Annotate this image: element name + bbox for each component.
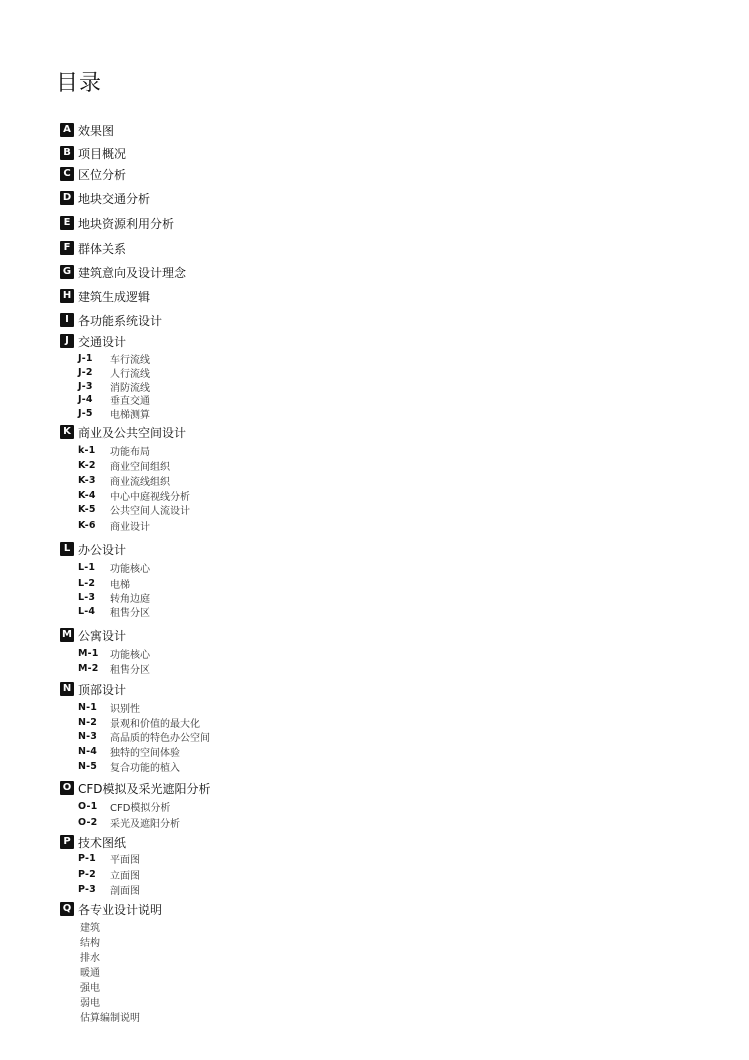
subitem-label: 垂直交通 — [110, 395, 150, 407]
subitem-code: K-5 — [78, 503, 96, 515]
subitem-label: 商业流线组织 — [110, 476, 170, 488]
subitem-label: 功能核心 — [110, 649, 150, 661]
toc-section-q[interactable] — [60, 902, 162, 916]
toc-subitem[interactable] — [78, 883, 140, 895]
toc-plain-item[interactable]: 结构 — [80, 938, 100, 949]
toc-plain-item[interactable]: 强电 — [80, 983, 100, 994]
subitem-label: 剖面图 — [110, 885, 140, 897]
toc-subitem[interactable] — [78, 474, 170, 486]
toc-subitem[interactable] — [78, 366, 150, 378]
section-title: 群体关系 — [78, 241, 127, 256]
subitem-label: 功能核心 — [110, 563, 150, 575]
section-letter-badge: C — [60, 167, 74, 181]
subitem-code: P-2 — [78, 868, 96, 880]
subitem-code: J-4 — [78, 393, 93, 405]
subitem-label: 高品质的特色办公空间 — [110, 732, 210, 744]
section-letter-badge: N — [60, 682, 74, 696]
subitem-label: 采光及遮阳分析 — [110, 818, 180, 830]
toc-section-p[interactable] — [60, 835, 126, 849]
subitem-label: 功能布局 — [110, 446, 150, 458]
section-title: 各专业设计说明 — [78, 902, 163, 917]
toc-subitem[interactable] — [78, 561, 150, 573]
section-title: 地块交通分析 — [78, 191, 151, 206]
subitem-code: L-4 — [78, 605, 96, 617]
toc-subitem[interactable] — [78, 647, 150, 659]
toc-section-d[interactable] — [60, 191, 150, 205]
subitem-label: 景观和价值的最大化 — [110, 718, 200, 730]
toc-subitem[interactable] — [78, 868, 140, 880]
subitem-code: O-2 — [78, 816, 98, 828]
toc-subitem[interactable] — [78, 407, 150, 419]
toc-subitem[interactable] — [78, 745, 180, 757]
subitem-label: 转角边庭 — [110, 593, 150, 605]
section-letter-badge: M — [60, 628, 74, 642]
toc-plain-item[interactable]: 估算编制说明 — [80, 1013, 140, 1024]
toc-subitem[interactable] — [78, 760, 180, 772]
section-title: 办公设计 — [78, 542, 127, 557]
subitem-code: O-1 — [78, 800, 98, 812]
toc-plain-item[interactable]: 暖通 — [80, 968, 100, 979]
toc-subitem[interactable] — [78, 577, 130, 589]
toc-section-n[interactable] — [60, 682, 126, 696]
subitem-code: J-5 — [78, 407, 93, 419]
toc-subitem[interactable] — [78, 800, 170, 812]
section-letter-badge: O — [60, 781, 74, 795]
toc-section-a[interactable] — [60, 123, 114, 137]
toc-plain-item[interactable]: 弱电 — [80, 998, 100, 1009]
section-letter-badge: K — [60, 425, 74, 439]
toc-subitem[interactable] — [78, 444, 150, 456]
subitem-label: CFD模拟分析 — [110, 802, 171, 814]
section-letter-badge: L — [60, 542, 74, 556]
subitem-label: 电梯 — [110, 579, 130, 591]
section-title: 建筑生成逻辑 — [78, 289, 151, 304]
subitem-code: L-2 — [78, 577, 96, 589]
subitem-code: k-1 — [78, 444, 96, 456]
subitem-label: 租售分区 — [110, 607, 150, 619]
toc-plain-item[interactable]: 建筑 — [80, 923, 100, 934]
toc-section-m[interactable] — [60, 628, 126, 642]
section-letter-badge: B — [60, 146, 74, 160]
subitem-label: 立面图 — [110, 870, 140, 882]
toc-section-k[interactable] — [60, 425, 186, 439]
toc-section-j[interactable] — [60, 334, 126, 348]
subitem-label: 平面图 — [110, 854, 140, 866]
section-title: 区位分析 — [78, 167, 127, 182]
subitem-label: 复合功能的植入 — [110, 762, 180, 774]
toc-subitem[interactable] — [78, 519, 150, 531]
toc-section-f[interactable] — [60, 241, 126, 255]
toc-section-i[interactable] — [60, 313, 162, 327]
section-letter-badge: G — [60, 265, 74, 279]
subitem-code: K-6 — [78, 519, 96, 531]
subitem-label: 人行流线 — [110, 368, 150, 380]
subitem-label: 独特的空间体验 — [110, 747, 180, 759]
subitem-code: M-2 — [78, 662, 99, 674]
subitem-code: K-2 — [78, 459, 96, 471]
toc-section-b[interactable] — [60, 146, 126, 160]
toc-section-c[interactable] — [60, 167, 126, 181]
subitem-code: J-3 — [78, 380, 93, 392]
subitem-code: N-3 — [78, 730, 98, 742]
subitem-code: K-3 — [78, 474, 96, 486]
subitem-label: 电梯测算 — [110, 409, 150, 421]
subitem-code: N-4 — [78, 745, 98, 757]
section-title: CFD模拟及采光遮阳分析 — [78, 781, 211, 796]
toc-section-g[interactable] — [60, 265, 186, 279]
section-letter-badge: Q — [60, 902, 74, 916]
toc-section-l[interactable] — [60, 542, 126, 556]
toc-subitem[interactable] — [78, 605, 150, 617]
toc-subitem[interactable] — [78, 380, 150, 392]
section-title: 商业及公共空间设计 — [78, 425, 187, 440]
section-title: 各功能系统设计 — [78, 313, 163, 328]
section-letter-badge: D — [60, 191, 74, 205]
subitem-code: N-2 — [78, 716, 98, 728]
toc-subitem[interactable] — [78, 489, 190, 501]
subitem-label: 公共空间人流设计 — [110, 505, 190, 517]
subitem-label: 中心中庭视线分析 — [110, 491, 190, 503]
toc-subitem[interactable] — [78, 459, 170, 471]
subitem-label: 车行流线 — [110, 354, 150, 366]
toc-subitem[interactable] — [78, 662, 150, 674]
toc-subitem[interactable] — [78, 352, 150, 364]
toc-subitem[interactable] — [78, 701, 140, 713]
section-title: 公寓设计 — [78, 628, 127, 643]
section-title: 顶部设计 — [78, 682, 127, 697]
section-title: 效果图 — [78, 123, 115, 138]
subitem-label: 租售分区 — [110, 664, 150, 676]
subitem-label: 识别性 — [110, 703, 140, 715]
toc-subitem[interactable] — [78, 716, 200, 728]
toc-subitem[interactable] — [78, 730, 210, 742]
toc-subitem[interactable] — [78, 591, 150, 603]
subitem-code: N-5 — [78, 760, 98, 772]
section-letter-badge: I — [60, 313, 74, 327]
subitem-code: K-4 — [78, 489, 96, 501]
section-title: 地块资源利用分析 — [78, 216, 175, 231]
subitem-code: L-3 — [78, 591, 96, 603]
section-title: 建筑意向及设计理念 — [78, 265, 187, 280]
section-letter-badge: H — [60, 289, 74, 303]
toc-subitem[interactable] — [78, 816, 180, 828]
section-title: 交通设计 — [78, 334, 127, 349]
section-letter-badge: A — [60, 123, 74, 137]
toc-subitem[interactable] — [78, 393, 150, 405]
toc-section-o[interactable] — [60, 781, 211, 795]
section-letter-badge: J — [60, 334, 74, 348]
toc-section-h[interactable] — [60, 289, 150, 303]
section-letter-badge: P — [60, 835, 74, 849]
subitem-label: 商业空间组织 — [110, 461, 170, 473]
toc-plain-item[interactable]: 排水 — [80, 953, 100, 964]
section-letter-badge: E — [60, 216, 74, 230]
toc-subitem[interactable] — [78, 503, 190, 515]
toc-subitem[interactable] — [78, 852, 140, 864]
page-title: 目录 — [56, 71, 103, 96]
subitem-code: N-1 — [78, 701, 98, 713]
section-title: 项目概况 — [78, 146, 127, 161]
subitem-code: J-2 — [78, 366, 93, 378]
toc-section-e[interactable] — [60, 216, 174, 230]
subitem-code: M-1 — [78, 647, 99, 659]
subitem-code: J-1 — [78, 352, 93, 364]
subitem-code: P-3 — [78, 883, 96, 895]
section-letter-badge: F — [60, 241, 74, 255]
subitem-code: L-1 — [78, 561, 96, 573]
subitem-code: P-1 — [78, 852, 96, 864]
subitem-label: 消防流线 — [110, 382, 150, 394]
section-title: 技术图纸 — [78, 835, 127, 850]
subitem-label: 商业设计 — [110, 521, 150, 533]
